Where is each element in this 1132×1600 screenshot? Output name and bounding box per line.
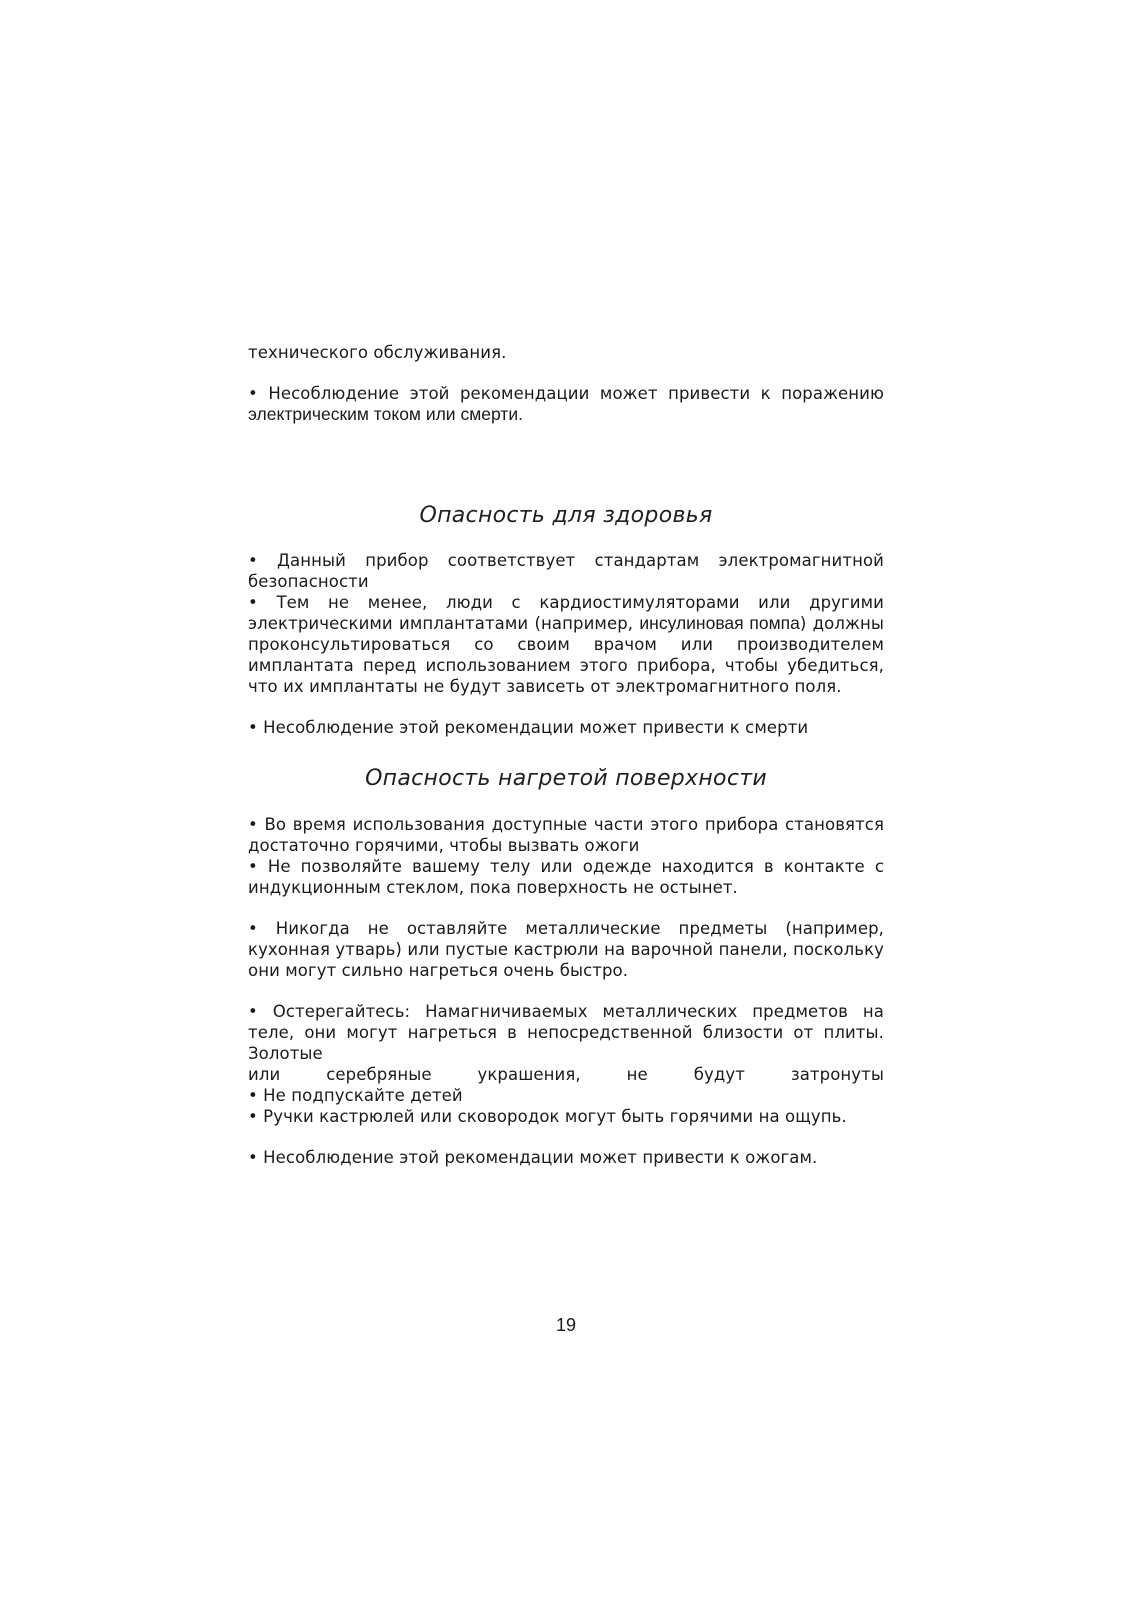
surface-bullet-1: • Во время использования доступные части этого прибора становятся достаточно горячими, чтобы вызвать ожоги bbox=[248, 815, 884, 855]
surface-bullet-4-line-2: или серебряные украшения, не будут затронуты bbox=[248, 1065, 884, 1084]
page-content bbox=[248, 342, 884, 1168]
surface-bullet-6: • Ручки кастрюлей или сковородок могут быть горячими на ощупь. bbox=[248, 1107, 847, 1126]
surface-bullet-5: • Не подпускайте детей bbox=[248, 1086, 463, 1105]
shock-warning-line-2: электрическим током или смерти. bbox=[248, 404, 523, 424]
health-warning: • Несоблюдение этой рекомендации может привести к смерти bbox=[248, 718, 809, 737]
health-bullet-2 bbox=[248, 592, 884, 697]
section-heading-surface: Опасность нагретой поверхности bbox=[365, 766, 767, 791]
surface-bullet-3: • Никогда не оставляйте металлические предметы (например, кухонная утварь) или пустые кастрюли на варочной панели, поскольку они могут сильно нагреться очень быстро. bbox=[248, 919, 884, 980]
surface-bullet-2: • Не позволяйте вашему телу или одежде находится в контакте с индукционным стеклом, пока поверхность не остынет. bbox=[248, 857, 884, 897]
health-bullet-2-part-2: инсулиновая помпа bbox=[639, 613, 800, 633]
surface-bullet-4-line-1: • Остерегайтесь: Намагничиваемых металлических предметов на теле, они могут нагреться в непосредственной близости от плиты. Золотые bbox=[248, 1002, 884, 1063]
surface-warning: • Несоблюдение этой рекомендации может привести к ожогам. bbox=[248, 1148, 818, 1167]
health-bullet-1: • Данный прибор соответствует стандартам электромагнитной безопасности bbox=[248, 551, 884, 591]
health-bullet-2-part-1: • Тем не менее, люди с кардиостимуляторами или другими электрическими имплантатами (например, bbox=[248, 593, 884, 633]
intro-text: технического обслуживания. bbox=[248, 343, 507, 362]
health-bullet-2-part-3: ) должны проконсультироваться со своим врачом или производителем имплантата перед использованием этого прибора, чтобы убедиться, что их имплантаты не будут зависеть от электромагнитного поля. bbox=[248, 614, 884, 696]
shock-warning-line-1: • Несоблюдение этой рекомендации может привести к поражению bbox=[248, 384, 884, 403]
page-number: 19 bbox=[555, 1315, 577, 1335]
section-heading-health: Опасность для здоровья bbox=[419, 503, 713, 528]
